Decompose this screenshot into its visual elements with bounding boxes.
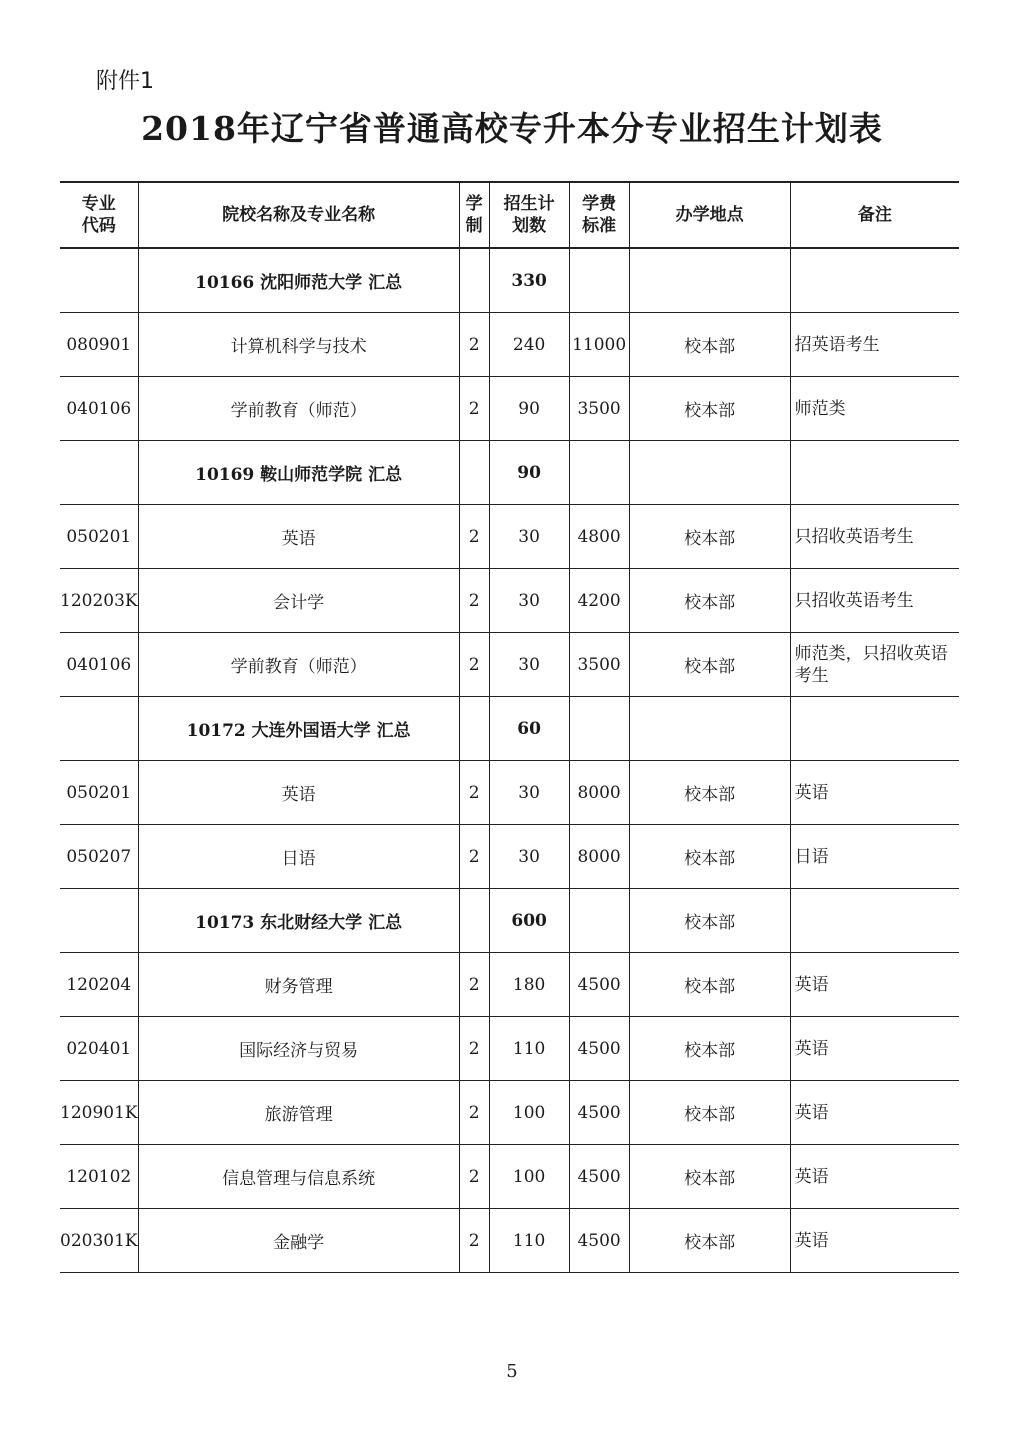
cell-name: 英语 [138,505,459,569]
cell-name: 10169 鞍山师范学院 汇总 [138,441,459,505]
cell-code: 040106 [60,377,138,441]
cell-years [459,889,489,953]
page-number: 5 [506,1361,518,1382]
cell-note [790,889,959,953]
table-row [60,505,959,569]
cell-location [629,248,790,313]
cell-fee: 4200 [569,569,629,633]
cell-fee: 3500 [569,633,629,697]
cell-fee: 8000 [569,761,629,825]
cell-fee [569,248,629,313]
cell-note [790,697,959,761]
cell-years: 2 [459,825,489,889]
summary-row [60,248,959,313]
cell-years: 2 [459,633,489,697]
cell-note: 只招收英语考生 [790,569,959,633]
cell-name: 金融学 [138,1209,459,1273]
header-plan-line1: 招生计 [503,194,555,214]
cell-note [790,441,959,505]
cell-location [629,441,790,505]
cell-years: 2 [459,313,489,377]
cell-plan: 240 [489,313,569,377]
table-body [60,248,959,1273]
cell-note: 英语 [790,761,959,825]
cell-location [629,697,790,761]
cell-note: 英语 [790,1145,959,1209]
cell-location: 校本部 [629,889,790,953]
cell-name: 计算机科学与技术 [138,313,459,377]
cell-name: 旅游管理 [138,1081,459,1145]
cell-note: 师范类，只招收英语考生 [790,633,959,697]
cell-code: 050207 [60,825,138,889]
cell-note: 英语 [790,1081,959,1145]
cell-location: 校本部 [629,377,790,441]
cell-years: 2 [459,761,489,825]
header-note: 备注 [790,182,959,248]
summary-row [60,441,959,505]
header-code-line1: 专业 [81,194,116,214]
cell-plan: 30 [489,633,569,697]
table-row [60,761,959,825]
cell-fee: 4500 [569,1145,629,1209]
header-code-line2: 代码 [81,216,116,236]
cell-location: 校本部 [629,761,790,825]
header-location: 办学地点 [629,182,790,248]
cell-plan: 100 [489,1081,569,1145]
cell-years [459,248,489,313]
table-row [60,1145,959,1209]
cell-note: 招英语考生 [790,313,959,377]
cell-fee: 8000 [569,825,629,889]
cell-plan: 90 [489,441,569,505]
cell-location: 校本部 [629,1017,790,1081]
cell-years: 2 [459,953,489,1017]
cell-name: 10173 东北财经大学 汇总 [138,889,459,953]
cell-fee: 4800 [569,505,629,569]
cell-code: 020401 [60,1017,138,1081]
table-row [60,825,959,889]
cell-fee [569,889,629,953]
header-years [459,182,489,248]
cell-note: 英语 [790,1017,959,1081]
table-row [60,633,959,697]
cell-code: 120102 [60,1145,138,1209]
cell-name: 英语 [138,761,459,825]
header-fee-line1: 学费 [582,194,617,214]
cell-plan: 30 [489,761,569,825]
cell-fee: 11000 [569,313,629,377]
header-years-line2: 制 [465,216,483,236]
cell-code: 080901 [60,313,138,377]
cell-code [60,441,138,505]
cell-plan: 60 [489,697,569,761]
cell-plan: 30 [489,825,569,889]
cell-code [60,697,138,761]
cell-code: 020301K [60,1209,138,1273]
table-row [60,1081,959,1145]
cell-fee [569,441,629,505]
cell-fee: 4500 [569,953,629,1017]
cell-fee: 3500 [569,377,629,441]
cell-location: 校本部 [629,1209,790,1273]
table-header-row [60,182,959,248]
table-row [60,953,959,1017]
cell-location: 校本部 [629,1145,790,1209]
cell-name: 10166 沈阳师范大学 汇总 [138,248,459,313]
cell-code: 050201 [60,761,138,825]
attachment-label: 附件1 [96,69,154,94]
cell-code [60,889,138,953]
cell-fee [569,697,629,761]
cell-plan: 600 [489,889,569,953]
cell-name: 财务管理 [138,953,459,1017]
cell-plan: 30 [489,569,569,633]
cell-years [459,697,489,761]
cell-years: 2 [459,505,489,569]
cell-code: 120204 [60,953,138,1017]
cell-note: 英语 [790,953,959,1017]
header-plan-line2: 划数 [512,216,547,236]
page-title: 2018年辽宁省普通高校专升本分专业招生计划表 [141,109,883,148]
cell-years: 2 [459,1209,489,1273]
cell-code [60,248,138,313]
cell-years: 2 [459,569,489,633]
cell-location: 校本部 [629,953,790,1017]
cell-code: 120203K [60,569,138,633]
enrollment-plan-table [60,181,959,1273]
cell-plan: 110 [489,1017,569,1081]
cell-name: 学前教育（师范） [138,377,459,441]
table-row [60,1017,959,1081]
header-years-line1: 学 [465,194,483,214]
cell-location: 校本部 [629,505,790,569]
cell-plan: 30 [489,505,569,569]
header-plan [489,182,569,248]
cell-note: 师范类 [790,377,959,441]
cell-name: 信息管理与信息系统 [138,1145,459,1209]
table-row [60,1209,959,1273]
cell-plan: 110 [489,1209,569,1273]
header-fee [569,182,629,248]
cell-name: 学前教育（师范） [138,633,459,697]
table-row [60,313,959,377]
cell-plan: 330 [489,248,569,313]
header-code [60,182,138,248]
cell-years: 2 [459,377,489,441]
summary-row [60,889,959,953]
cell-fee: 4500 [569,1209,629,1273]
cell-location: 校本部 [629,569,790,633]
cell-fee: 4500 [569,1081,629,1145]
table-row [60,569,959,633]
cell-note: 只招收英语考生 [790,505,959,569]
cell-location: 校本部 [629,825,790,889]
cell-plan: 90 [489,377,569,441]
cell-name: 会计学 [138,569,459,633]
cell-years [459,441,489,505]
cell-years: 2 [459,1145,489,1209]
cell-code: 050201 [60,505,138,569]
table-row [60,377,959,441]
cell-location: 校本部 [629,313,790,377]
cell-fee: 4500 [569,1017,629,1081]
cell-note: 英语 [790,1209,959,1273]
summary-row [60,697,959,761]
cell-name: 日语 [138,825,459,889]
cell-code: 040106 [60,633,138,697]
cell-name: 国际经济与贸易 [138,1017,459,1081]
cell-plan: 180 [489,953,569,1017]
cell-plan: 100 [489,1145,569,1209]
cell-note: 日语 [790,825,959,889]
cell-years: 2 [459,1017,489,1081]
cell-location: 校本部 [629,1081,790,1145]
cell-name: 10172 大连外国语大学 汇总 [138,697,459,761]
header-fee-line2: 标准 [582,216,617,236]
cell-location: 校本部 [629,633,790,697]
cell-note [790,248,959,313]
header-name: 院校名称及专业名称 [138,182,459,248]
cell-code: 120901K [60,1081,138,1145]
cell-years: 2 [459,1081,489,1145]
